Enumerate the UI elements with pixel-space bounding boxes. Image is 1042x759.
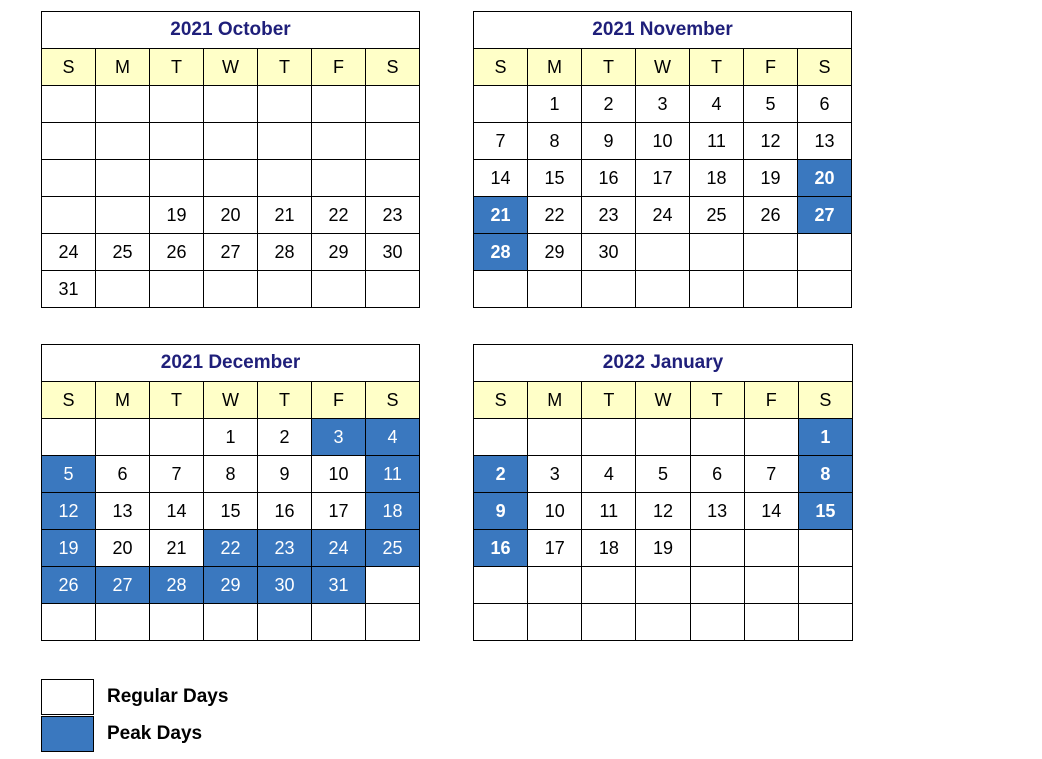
weekday-label: M: [528, 49, 582, 86]
day-cell: 13: [96, 493, 150, 530]
weekday-label: S: [366, 49, 420, 86]
weekday-label: M: [96, 382, 150, 419]
day-cell: [636, 271, 690, 308]
day-cell: [204, 86, 258, 123]
day-cell: 24: [636, 197, 690, 234]
peak-day-cell: 19: [42, 530, 96, 567]
week-row: [474, 86, 852, 123]
weekday-label: T: [690, 49, 744, 86]
day-cell: [744, 234, 798, 271]
day-cell: [636, 234, 690, 271]
weekday-label: S: [366, 382, 420, 419]
weekday-label: W: [204, 382, 258, 419]
day-cell: [744, 567, 798, 604]
peak-day-cell: 21: [474, 197, 528, 234]
week-row: [42, 604, 420, 641]
weekday-label: T: [150, 382, 204, 419]
month-title: 2021 October: [42, 12, 420, 49]
day-cell: [636, 604, 690, 641]
weekday-label: W: [204, 49, 258, 86]
day-cell: [204, 123, 258, 160]
day-cell: 4: [690, 86, 744, 123]
day-cell: 28: [258, 234, 312, 271]
weekday-label: S: [474, 382, 528, 419]
day-cell: 2: [582, 86, 636, 123]
weekday-label: F: [744, 382, 798, 419]
day-cell: [150, 419, 204, 456]
day-cell: [474, 86, 528, 123]
day-cell: [312, 86, 366, 123]
weekday-label: F: [744, 49, 798, 86]
day-cell: [258, 160, 312, 197]
day-cell: [690, 271, 744, 308]
calendar-grid: [473, 344, 853, 641]
peak-day-cell: 28: [474, 234, 528, 271]
week-row: [42, 456, 420, 493]
day-cell: 29: [528, 234, 582, 271]
calendar-grid: [41, 11, 420, 308]
day-cell: [474, 271, 528, 308]
peak-day-cell: 27: [798, 197, 852, 234]
day-cell: [366, 123, 420, 160]
day-cell: [42, 604, 96, 641]
day-cell: [312, 160, 366, 197]
calendar-november-2021: [473, 11, 852, 308]
day-cell: 19: [744, 160, 798, 197]
day-cell: 11: [582, 493, 636, 530]
weekday-label: T: [582, 382, 636, 419]
week-row: [42, 271, 420, 308]
weekday-label: T: [258, 49, 312, 86]
day-cell: 3: [636, 86, 690, 123]
day-cell: [96, 419, 150, 456]
legend-item-regular: [41, 678, 228, 715]
weekday-label: S: [798, 382, 852, 419]
day-cell: 6: [690, 456, 744, 493]
day-cell: [582, 419, 636, 456]
week-row: [474, 493, 853, 530]
day-cell: [150, 123, 204, 160]
day-cell: 8: [528, 123, 582, 160]
day-cell: [744, 419, 798, 456]
day-cell: [690, 530, 744, 567]
week-row: [474, 456, 853, 493]
day-cell: 31: [42, 271, 96, 308]
day-cell: 7: [474, 123, 528, 160]
legend-label-peak: Peak Days: [107, 722, 203, 744]
week-row: [474, 197, 852, 234]
weekday-label: M: [528, 382, 582, 419]
day-cell: 9: [258, 456, 312, 493]
week-row: [42, 160, 420, 197]
day-cell: [366, 604, 420, 641]
peak-day-cell: 12: [42, 493, 96, 530]
day-cell: [528, 604, 582, 641]
day-cell: [744, 604, 798, 641]
day-cell: 15: [528, 160, 582, 197]
day-cell: [96, 197, 150, 234]
day-cell: [150, 271, 204, 308]
month-title: 2021 November: [474, 12, 852, 49]
day-cell: 1: [528, 86, 582, 123]
weekday-header-row: [42, 382, 420, 419]
day-cell: [582, 271, 636, 308]
weekday-label: S: [42, 382, 96, 419]
day-cell: 13: [798, 123, 852, 160]
peak-day-cell: 28: [150, 567, 204, 604]
peak-day-cell: 11: [366, 456, 420, 493]
day-cell: 4: [582, 456, 636, 493]
weekday-label: W: [636, 49, 690, 86]
week-row: [474, 160, 852, 197]
day-cell: 5: [636, 456, 690, 493]
peak-day-cell: 27: [96, 567, 150, 604]
weekday-label: S: [474, 49, 528, 86]
peak-day-swatch: [41, 716, 94, 752]
day-cell: 26: [744, 197, 798, 234]
day-cell: 25: [690, 197, 744, 234]
day-cell: [258, 271, 312, 308]
week-row: [474, 234, 852, 271]
weekday-label: T: [150, 49, 204, 86]
peak-day-cell: 29: [204, 567, 258, 604]
day-cell: [204, 160, 258, 197]
day-cell: 14: [744, 493, 798, 530]
week-row: [474, 567, 853, 604]
calendar-grid: [473, 11, 852, 308]
weekday-label: S: [42, 49, 96, 86]
day-cell: 8: [204, 456, 258, 493]
day-cell: [582, 604, 636, 641]
day-cell: [312, 604, 366, 641]
weekday-label: T: [258, 382, 312, 419]
day-cell: 16: [258, 493, 312, 530]
day-cell: 10: [528, 493, 582, 530]
day-cell: 16: [582, 160, 636, 197]
day-cell: 29: [312, 234, 366, 271]
day-cell: [204, 604, 258, 641]
peak-day-cell: 16: [474, 530, 528, 567]
day-cell: [312, 271, 366, 308]
peak-day-cell: 2: [474, 456, 528, 493]
peak-day-cell: 26: [42, 567, 96, 604]
day-cell: 20: [96, 530, 150, 567]
week-row: [474, 604, 853, 641]
day-cell: 14: [474, 160, 528, 197]
day-cell: 30: [582, 234, 636, 271]
day-cell: 23: [366, 197, 420, 234]
day-cell: 6: [96, 456, 150, 493]
legend: [41, 678, 228, 752]
day-cell: 5: [744, 86, 798, 123]
weekday-label: F: [312, 382, 366, 419]
day-cell: [150, 86, 204, 123]
day-cell: [42, 197, 96, 234]
week-row: [42, 234, 420, 271]
week-row: [42, 86, 420, 123]
week-row: [42, 197, 420, 234]
day-cell: [42, 419, 96, 456]
day-cell: 21: [150, 530, 204, 567]
peak-day-cell: 22: [204, 530, 258, 567]
day-cell: 25: [96, 234, 150, 271]
day-cell: 17: [312, 493, 366, 530]
day-cell: [798, 271, 852, 308]
day-cell: [366, 160, 420, 197]
regular-day-swatch: [41, 679, 94, 715]
peak-day-cell: 3: [312, 419, 366, 456]
day-cell: 18: [690, 160, 744, 197]
day-cell: [744, 530, 798, 567]
day-cell: [528, 567, 582, 604]
day-cell: 23: [582, 197, 636, 234]
month-title: 2022 January: [474, 345, 853, 382]
day-cell: [366, 567, 420, 604]
peak-day-cell: 24: [312, 530, 366, 567]
week-row: [42, 530, 420, 567]
peak-day-cell: 8: [798, 456, 852, 493]
day-cell: [690, 234, 744, 271]
day-cell: 9: [582, 123, 636, 160]
day-cell: 10: [636, 123, 690, 160]
day-cell: [798, 234, 852, 271]
weekday-header-row: [474, 382, 853, 419]
weekday-label: M: [96, 49, 150, 86]
day-cell: [96, 160, 150, 197]
day-cell: 10: [312, 456, 366, 493]
peak-day-cell: 4: [366, 419, 420, 456]
peak-day-cell: 25: [366, 530, 420, 567]
legend-label-regular: Regular Days: [107, 685, 229, 707]
peak-day-cell: 15: [798, 493, 852, 530]
day-cell: 26: [150, 234, 204, 271]
peak-day-cell: 5: [42, 456, 96, 493]
weekday-label: S: [798, 49, 852, 86]
peak-day-cell: 30: [258, 567, 312, 604]
day-cell: [798, 530, 852, 567]
day-cell: 18: [582, 530, 636, 567]
day-cell: [636, 567, 690, 604]
day-cell: [366, 271, 420, 308]
day-cell: 7: [150, 456, 204, 493]
day-cell: [150, 160, 204, 197]
peak-day-cell: 23: [258, 530, 312, 567]
day-cell: [42, 123, 96, 160]
day-cell: 12: [636, 493, 690, 530]
day-cell: 17: [636, 160, 690, 197]
day-cell: 30: [366, 234, 420, 271]
weekday-header-row: [474, 49, 852, 86]
calendar-december-2021: [41, 344, 420, 641]
day-cell: [582, 567, 636, 604]
day-cell: [636, 419, 690, 456]
peak-day-cell: 20: [798, 160, 852, 197]
day-cell: 7: [744, 456, 798, 493]
day-cell: [96, 86, 150, 123]
day-cell: [474, 604, 528, 641]
day-cell: [528, 419, 582, 456]
day-cell: 19: [636, 530, 690, 567]
day-cell: [798, 604, 852, 641]
day-cell: 15: [204, 493, 258, 530]
week-row: [42, 419, 420, 456]
day-cell: [96, 123, 150, 160]
day-cell: 27: [204, 234, 258, 271]
day-cell: [474, 419, 528, 456]
day-cell: 1: [204, 419, 258, 456]
weekday-header-row: [42, 49, 420, 86]
day-cell: 13: [690, 493, 744, 530]
day-cell: [258, 86, 312, 123]
weekday-label: T: [690, 382, 744, 419]
peak-day-cell: 31: [312, 567, 366, 604]
month-title: 2021 December: [42, 345, 420, 382]
day-cell: 21: [258, 197, 312, 234]
day-cell: 14: [150, 493, 204, 530]
day-cell: [258, 123, 312, 160]
day-cell: 22: [312, 197, 366, 234]
day-cell: [690, 419, 744, 456]
weekday-label: F: [312, 49, 366, 86]
day-cell: [96, 604, 150, 641]
day-cell: [690, 567, 744, 604]
day-cell: [312, 123, 366, 160]
day-cell: 12: [744, 123, 798, 160]
day-cell: 3: [528, 456, 582, 493]
week-row: [474, 419, 853, 456]
day-cell: [258, 604, 312, 641]
weekday-label: W: [636, 382, 690, 419]
weekday-label: T: [582, 49, 636, 86]
day-cell: [366, 86, 420, 123]
legend-item-peak: [41, 715, 228, 752]
day-cell: 17: [528, 530, 582, 567]
day-cell: [528, 271, 582, 308]
day-cell: 19: [150, 197, 204, 234]
week-row: [42, 567, 420, 604]
week-row: [42, 493, 420, 530]
week-row: [474, 123, 852, 160]
day-cell: 24: [42, 234, 96, 271]
week-row: [474, 530, 853, 567]
peak-day-cell: 9: [474, 493, 528, 530]
week-row: [474, 271, 852, 308]
day-cell: [150, 604, 204, 641]
week-row: [42, 123, 420, 160]
day-cell: [204, 271, 258, 308]
day-cell: 20: [204, 197, 258, 234]
day-cell: 2: [258, 419, 312, 456]
day-cell: [96, 271, 150, 308]
day-cell: [474, 567, 528, 604]
calendar-october-2021: [41, 11, 420, 308]
day-cell: 6: [798, 86, 852, 123]
peak-day-cell: 18: [366, 493, 420, 530]
day-cell: 22: [528, 197, 582, 234]
day-cell: [42, 160, 96, 197]
day-cell: [690, 604, 744, 641]
calendar-january-2022: [473, 344, 853, 641]
peak-day-cell: 1: [798, 419, 852, 456]
day-cell: [798, 567, 852, 604]
day-cell: 11: [690, 123, 744, 160]
day-cell: [42, 86, 96, 123]
calendar-grid: [41, 344, 420, 641]
day-cell: [744, 271, 798, 308]
